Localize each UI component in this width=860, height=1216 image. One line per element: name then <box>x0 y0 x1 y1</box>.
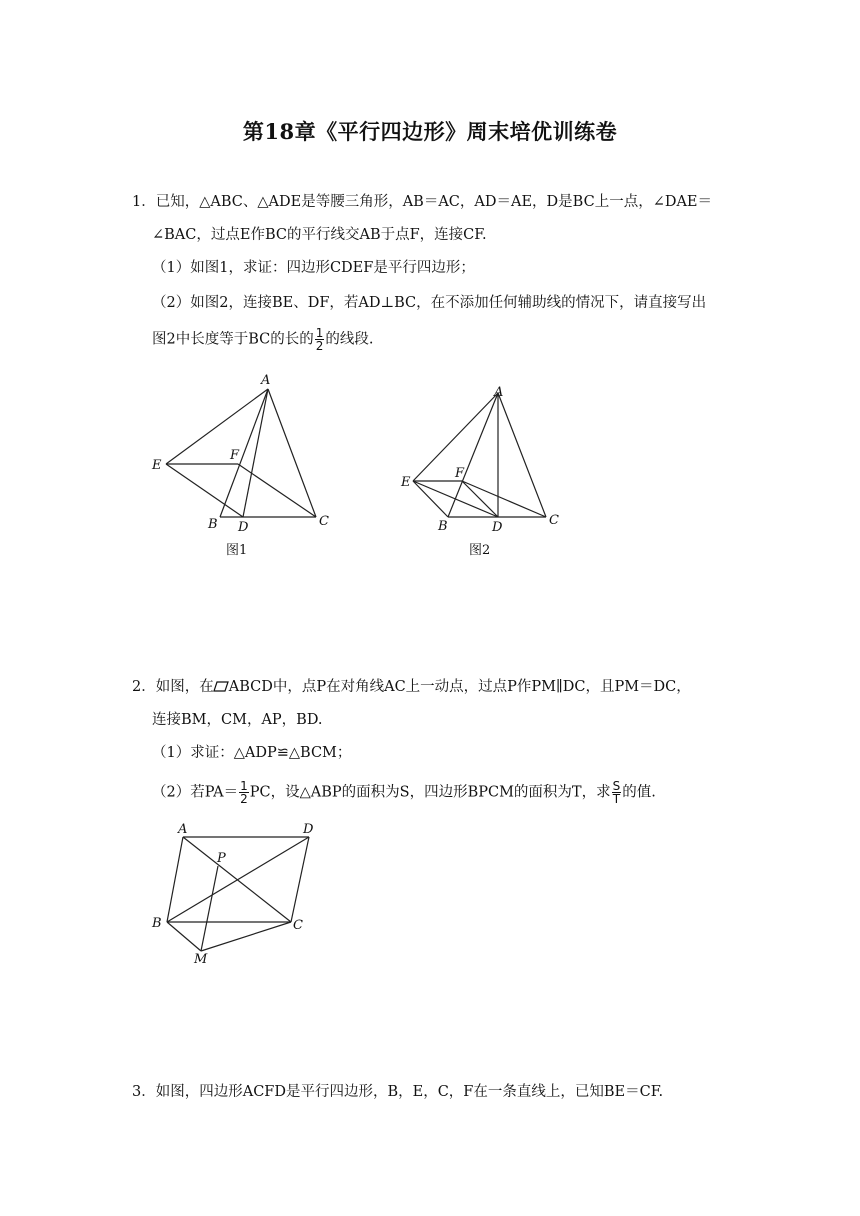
fig1-segment-ad <box>243 389 268 517</box>
q1-line3: （1）如图1，求证：四边形CDEF是平行四边形； <box>152 260 475 276</box>
fig1-label-f: F <box>230 448 240 463</box>
q1-line5-text-a: 图2中长度等于BC的长的 <box>152 331 314 348</box>
q2-label-p: P <box>217 851 226 866</box>
q2-segment-dc <box>291 837 309 922</box>
fig1-caption: 图1 <box>226 543 248 558</box>
q2-line4-text-c: 的值. <box>622 784 656 801</box>
q2-line3: （1）求证：△ADP≌△BCM； <box>152 745 352 761</box>
q2-segment-ab <box>167 837 183 922</box>
parallelogram-icon <box>214 681 229 692</box>
q2-segment-bd <box>167 837 309 922</box>
q2-label-d: D <box>303 822 314 837</box>
q1-line2: ∠BAC，过点E作BC的平行线交AB于点F，连接CF. <box>152 227 487 243</box>
fig1-label-a: A <box>261 373 271 388</box>
q2-fraction-half-denominator: 2 <box>240 792 248 806</box>
fig1-label-d: D <box>238 520 249 535</box>
fig1-label-b: B <box>208 517 218 532</box>
fig2-segment-eb <box>413 481 448 517</box>
q2-segment-cm <box>201 922 291 951</box>
q2-segment-pm <box>201 866 218 951</box>
q1-line1: 1．已知，△ABC、△ADE是等腰三角形，AB＝AC，AD＝AE，D是BC上一点，∠DAE＝ <box>132 194 713 210</box>
fig1-segment-ab <box>220 389 268 517</box>
q2-line4-text-a: （2）若PA＝ <box>152 784 239 801</box>
fig2-segment-fd <box>462 481 498 517</box>
fig1-segment-ac <box>268 389 316 517</box>
page-title: 第18章《平行四边形》周末培优训练卷 <box>242 119 618 144</box>
q2-fraction-s-over-t <box>612 780 622 805</box>
q2-line1-text-b: ABCD中，点P在对角线AC上一动点，过点P作PM∥DC，且PM＝DC， <box>228 679 691 695</box>
q2-line1-text-a: 2．如图，在 <box>132 679 214 695</box>
fig2-segment-ed <box>413 481 498 517</box>
q2-fraction-half <box>239 780 249 805</box>
q1-fraction-denominator: 2 <box>315 339 324 353</box>
q1-line4: （2）如图2，连接BE、DF，若AD⊥BC，在不添加任何辅助线的情况下，请直接写出 <box>152 295 707 311</box>
fig1-segment-fc <box>238 464 316 517</box>
fig1-label-c: C <box>319 514 329 529</box>
fig2-label-c: C <box>549 513 559 528</box>
q3-line1: 3．如图，四边形ACFD是平行四边形，B，E，C，F在一条直线上，已知BE＝CF. <box>132 1084 664 1100</box>
q1-line5-text-b: 的线段. <box>325 331 374 348</box>
q2-label-c: C <box>293 918 303 933</box>
q2-segment-bm <box>167 922 201 951</box>
q2-fraction-t: T <box>612 792 621 806</box>
q2-label-a: A <box>178 822 188 837</box>
fig2-label-a: A <box>494 385 504 400</box>
fig1-segment-ae <box>166 389 268 464</box>
fig2-segment-ac <box>498 393 546 517</box>
fig2-label-f: F <box>455 466 465 481</box>
q2-fraction-s: S <box>612 779 621 793</box>
fig1-segment-ed <box>166 464 243 517</box>
q2-label-b: B <box>152 916 162 931</box>
q2-line2: 连接BM，CM，AP，BD. <box>152 712 323 728</box>
q2-line1 <box>132 677 691 697</box>
q2-line4 <box>152 780 656 805</box>
fig2-label-b: B <box>438 519 448 534</box>
fig1-label-e: E <box>152 458 162 473</box>
fig2-segment-fc <box>462 481 546 517</box>
q1-fraction-numerator: 1 <box>315 326 324 340</box>
fig2-label-d: D <box>492 520 503 535</box>
q2-fraction-half-numerator: 1 <box>240 779 248 793</box>
q2-label-m: M <box>194 952 208 967</box>
fig2-label-e: E <box>401 475 411 490</box>
fig2-caption: 图2 <box>469 543 491 558</box>
q2-line4-text-b: PC，设△ABP的面积为S，四边形BPCM的面积为T，求 <box>249 784 611 801</box>
